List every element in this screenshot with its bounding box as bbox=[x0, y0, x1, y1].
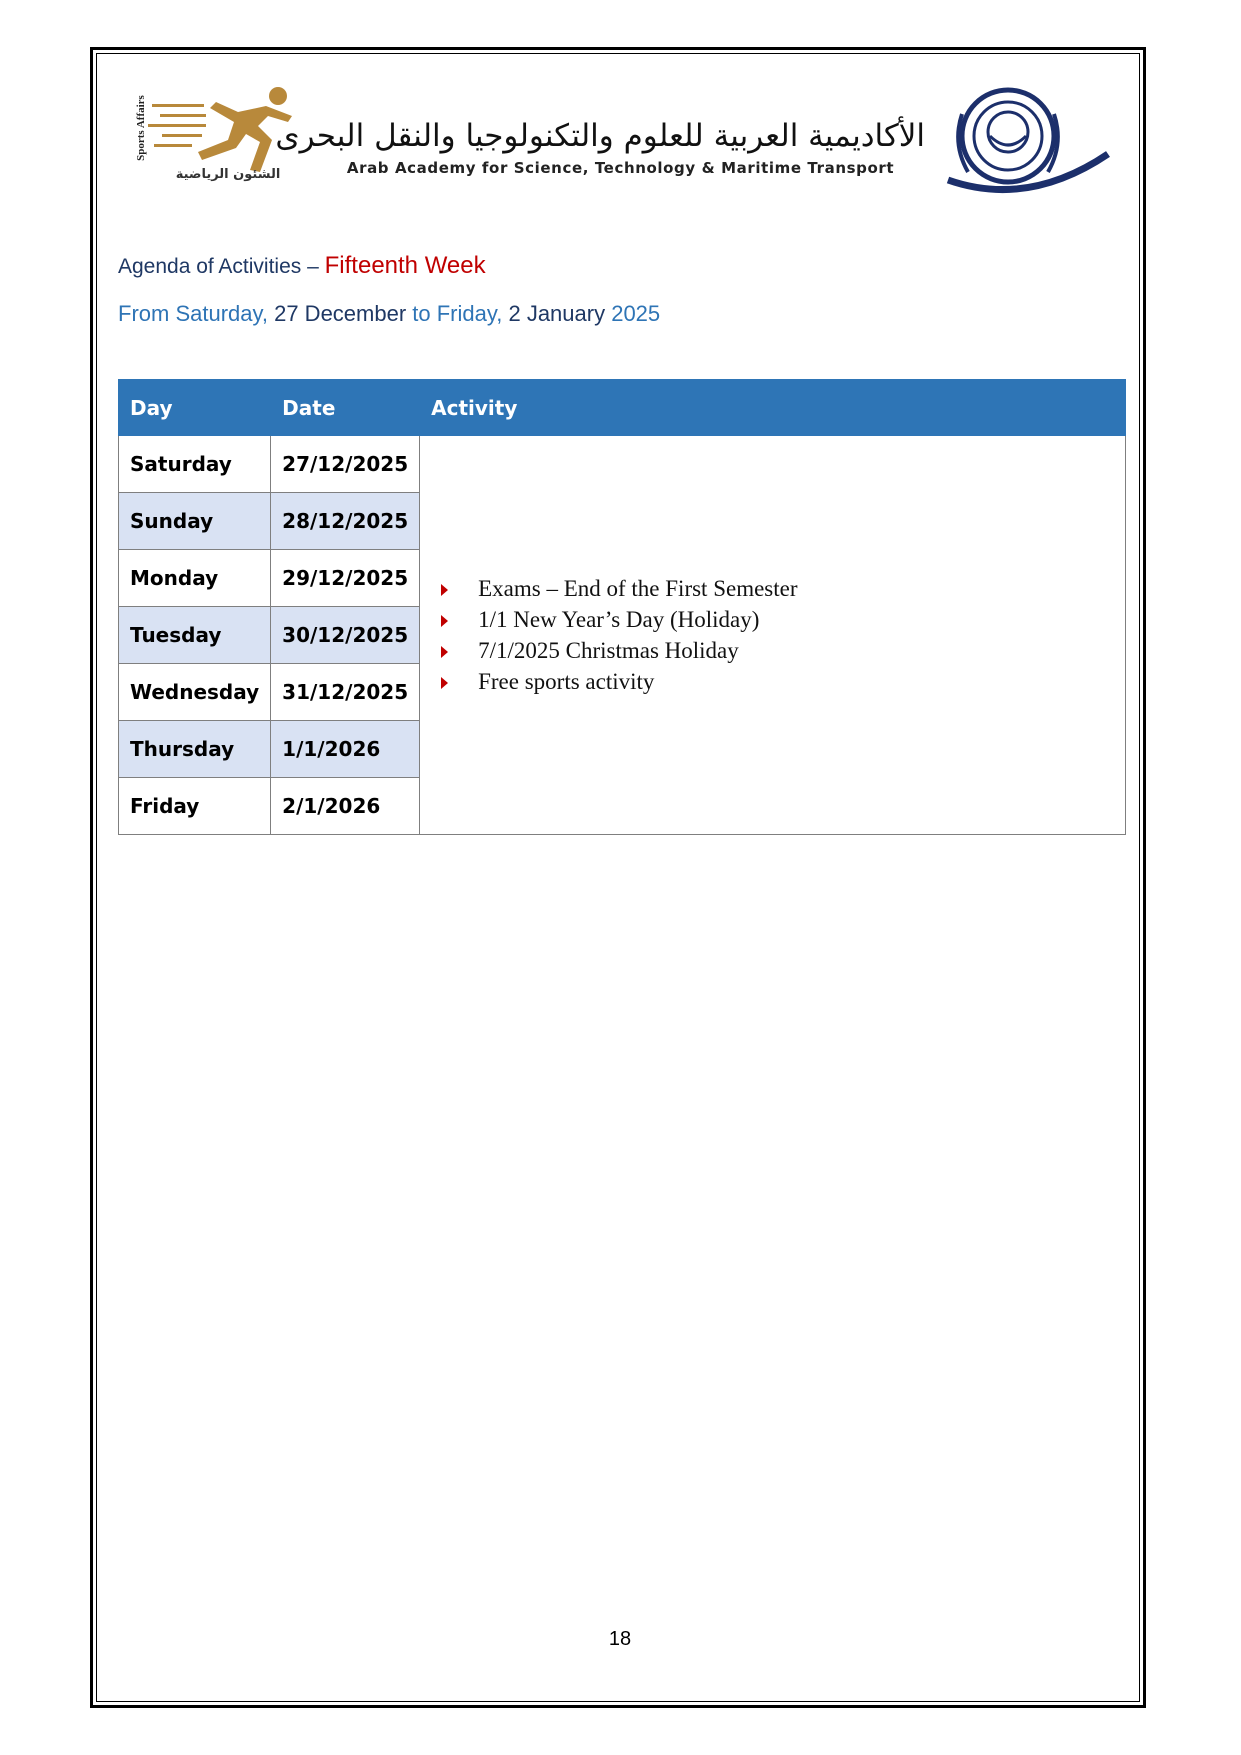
column-header-date: Date bbox=[271, 380, 420, 436]
date-cell: 27/12/2025 bbox=[271, 436, 420, 493]
subtitle-from-date: 27 December bbox=[274, 301, 407, 326]
sports-affairs-caption-en: Sports Affairs bbox=[134, 95, 147, 161]
academy-name-arabic: الأكاديمية العربية للعلوم والتكنولوجيا والنقل البحرى bbox=[275, 118, 925, 154]
page-number: 18 bbox=[608, 1628, 632, 1650]
list-item bbox=[441, 604, 1114, 635]
date-cell: 2/1/2026 bbox=[271, 778, 420, 835]
day-cell: Tuesday bbox=[119, 607, 271, 664]
activity-text: Exams – End of the First Semester bbox=[478, 576, 798, 601]
subtitle-to: to Friday, bbox=[406, 301, 509, 326]
activity-text: 7/1/2025 Christmas Holiday bbox=[478, 638, 739, 663]
subtitle-year: 2025 bbox=[605, 301, 661, 326]
day-cell: Sunday bbox=[119, 493, 271, 550]
day-cell: Saturday bbox=[119, 436, 271, 493]
letterhead bbox=[134, 82, 1128, 212]
agenda-title bbox=[118, 252, 486, 280]
agenda-title-week: Fifteenth Week bbox=[324, 252, 486, 279]
date-cell: 30/12/2025 bbox=[271, 607, 420, 664]
agenda-table bbox=[118, 379, 1126, 835]
activity-list bbox=[431, 573, 1114, 697]
activity-text: 1/1 New Year’s Day (Holiday) bbox=[478, 607, 760, 632]
red-bullet-icon bbox=[441, 584, 448, 596]
sports-affairs-caption-ar: الشئون الرياضية bbox=[175, 167, 281, 182]
day-cell: Wednesday bbox=[119, 664, 271, 721]
column-header-activity: Activity bbox=[420, 380, 1126, 436]
day-cell: Thursday bbox=[119, 721, 271, 778]
date-cell: 1/1/2026 bbox=[271, 721, 420, 778]
red-bullet-icon bbox=[441, 646, 448, 658]
table-row bbox=[119, 436, 1126, 493]
agenda-title-prefix: Agenda of Activities – bbox=[118, 255, 325, 278]
activity-cell bbox=[420, 436, 1126, 835]
subtitle-to-date: 2 January bbox=[508, 301, 606, 326]
day-cell: Monday bbox=[119, 550, 271, 607]
date-cell: 28/12/2025 bbox=[271, 493, 420, 550]
date-range-subtitle bbox=[118, 301, 660, 327]
list-item bbox=[441, 573, 1114, 604]
academy-seal-logo bbox=[938, 84, 1116, 202]
red-bullet-icon bbox=[441, 615, 448, 627]
subtitle-from: From Saturday, bbox=[118, 301, 275, 326]
list-item bbox=[441, 666, 1114, 697]
column-header-day: Day bbox=[119, 380, 271, 436]
academy-name-english: Arab Academy for Science, Technology & Maritime Transport bbox=[346, 159, 895, 177]
date-cell: 29/12/2025 bbox=[271, 550, 420, 607]
date-cell: 31/12/2025 bbox=[271, 664, 420, 721]
activity-text: Free sports activity bbox=[478, 669, 655, 694]
table-header-row bbox=[119, 380, 1126, 436]
day-cell: Friday bbox=[119, 778, 271, 835]
red-bullet-icon bbox=[441, 677, 448, 689]
list-item bbox=[441, 635, 1114, 666]
